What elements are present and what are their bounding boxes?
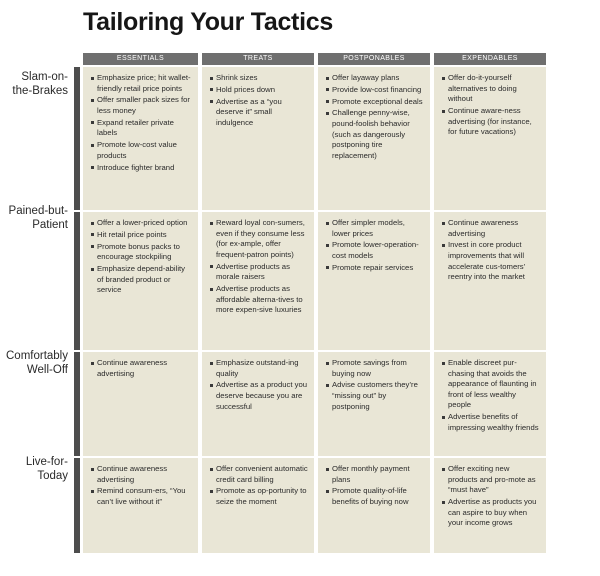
table-cell <box>434 67 546 210</box>
tactic-item: Continue awareness advertising <box>91 358 192 379</box>
tactic-item: Advertise as products you can aspire to buy when your income grows <box>442 497 540 529</box>
tactic-item: Expand retailer private labels <box>91 118 192 139</box>
tactic-item: Offer convenient automatic credit card billing <box>210 464 308 485</box>
tactic-item: Continue awareness advertising <box>91 464 192 485</box>
tactic-list <box>91 464 192 508</box>
table-cell <box>434 458 546 553</box>
tactic-item: Emphasize outstand-ing quality <box>210 358 308 379</box>
row-label: Comfortably Well-Off <box>6 350 68 376</box>
tactic-list <box>442 464 540 529</box>
tactic-list <box>91 358 192 379</box>
table-cell <box>202 212 314 350</box>
column-header: EXPENDABLES <box>434 53 546 65</box>
tactic-item: Reward loyal con-sumers, even if they consume less (for ex-ample, offer frequent-patron points) <box>210 218 308 260</box>
table-cell <box>318 67 430 210</box>
table-cell <box>434 212 546 350</box>
column-header: POSTPONABLES <box>318 53 430 65</box>
tactic-item: Challenge penny-wise, pound-foolish behavior (such as dangerously postponing tire replacement) <box>326 108 424 161</box>
tactic-item: Promote savings from buying now <box>326 358 424 379</box>
table-cell <box>202 458 314 553</box>
tactic-item: Emphasize depend-ability of branded product or service <box>91 264 192 296</box>
tactic-item: Provide low-cost financing <box>326 85 424 96</box>
tactic-item: Offer smaller pack sizes for less money <box>91 95 192 116</box>
table-cell <box>318 212 430 350</box>
tactic-list <box>210 73 308 128</box>
tactic-item: Offer simpler models, lower prices <box>326 218 424 239</box>
tactic-item: Promote exceptional deals <box>326 97 424 108</box>
tactic-item: Advertise as a “you deserve it” small indulgence <box>210 97 308 129</box>
tactic-list <box>326 218 424 273</box>
tactic-item: Advertise products as morale raisers <box>210 262 308 283</box>
tactic-list <box>91 73 192 173</box>
tactic-list <box>326 73 424 161</box>
tactic-item: Offer layaway plans <box>326 73 424 84</box>
tactic-list <box>210 464 308 508</box>
tactic-list <box>442 358 540 433</box>
table-cell <box>318 352 430 456</box>
tactic-item: Advertise as a product you deserve because you are successful <box>210 380 308 412</box>
tactic-list <box>442 73 540 138</box>
table-cell <box>83 352 198 456</box>
tactic-list <box>210 218 308 316</box>
table-cell <box>202 352 314 456</box>
tactic-item: Emphasize price; hit wallet-friendly retail price points <box>91 73 192 94</box>
tactic-item: Promote repair services <box>326 263 424 274</box>
tactic-item: Offer a lower-priced option <box>91 218 192 229</box>
column-header: TREATS <box>202 53 314 65</box>
tactic-item: Promote as op-portunity to seize the moment <box>210 486 308 507</box>
tactic-list <box>91 218 192 296</box>
table-cell <box>202 67 314 210</box>
tactic-list <box>442 218 540 283</box>
tactic-item: Continue awareness advertising <box>442 218 540 239</box>
row-bar <box>74 458 80 553</box>
tactic-item: Promote low-cost value products <box>91 140 192 161</box>
tactic-item: Advertise products as affordable alterna-tives to more expen-sive luxuries <box>210 284 308 316</box>
row-bar <box>74 67 80 210</box>
tactic-item: Advertise benefits of impressing wealthy friends <box>442 412 540 433</box>
tactic-item: Shrink sizes <box>210 73 308 84</box>
row-bar <box>74 212 80 350</box>
tactic-item: Continue aware-ness advertising (for instance, for future vacations) <box>442 106 540 138</box>
row-label: Pained-but- Patient <box>8 205 68 231</box>
tactic-item: Hit retail price points <box>91 230 192 241</box>
tactic-item: Introduce fighter brand <box>91 163 192 174</box>
tactic-list <box>326 358 424 412</box>
tactic-list <box>326 464 424 508</box>
tactic-item: Remind consum-ers, “You can’t live without it” <box>91 486 192 507</box>
tactic-item: Invest in core product improvements that will accelerate cus-tomers’ reentry into the market <box>442 240 540 282</box>
tactic-item: Promote bonus packs to encourage stockpiling <box>91 242 192 263</box>
table-cell <box>83 458 198 553</box>
table-cell <box>318 458 430 553</box>
column-header: ESSENTIALS <box>83 53 198 65</box>
tactic-item: Offer do-it-yourself alternatives to doing without <box>442 73 540 105</box>
tactic-list <box>210 358 308 412</box>
tactic-item: Promote lower-operation-cost models <box>326 240 424 261</box>
tactic-item: Advise customers they’re “missing out” by postponing <box>326 380 424 412</box>
page-title: Tailoring Your Tactics <box>83 8 333 36</box>
table-cell <box>83 212 198 350</box>
tactic-item: Offer exciting new products and pro-mote as “must have” <box>442 464 540 496</box>
row-bar <box>74 352 80 456</box>
row-label: Live-for- Today <box>25 456 68 482</box>
table-cell <box>434 352 546 456</box>
tactic-item: Enable discreet pur-chasing that avoids the appearance of flaunting in front of less wealthy people <box>442 358 540 411</box>
row-label: Slam-on- the-Brakes <box>12 71 68 97</box>
table-cell <box>83 67 198 210</box>
tactic-item: Offer monthly payment plans <box>326 464 424 485</box>
tactic-item: Hold prices down <box>210 85 308 96</box>
tactic-item: Promote quality-of-life benefits of buying now <box>326 486 424 507</box>
